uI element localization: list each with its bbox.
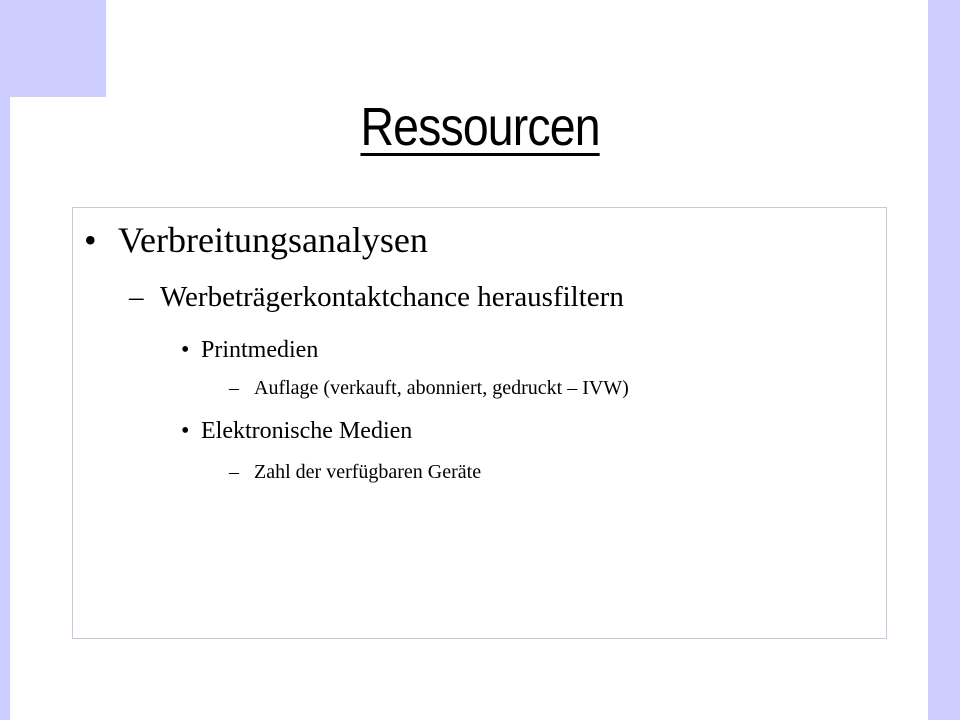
bullet-text: Verbreitungsanalysen: [118, 220, 428, 260]
bullet-dot: •: [181, 337, 190, 363]
bullet-dot: •: [181, 418, 190, 444]
subbullet-werbetraegerkontaktchance: [129, 278, 624, 316]
slide-title: [0, 92, 960, 162]
bullet-dash: –: [129, 281, 144, 313]
bullet-text: Zahl der verfügbaren Geräte: [254, 461, 482, 483]
bullet-dash: –: [229, 377, 239, 399]
bullet-elektronische-medien: [181, 416, 412, 446]
bullet-dot: •: [84, 220, 97, 260]
bullet-printmedien: [181, 335, 318, 365]
bullet-text: Werbeträgerkontaktchance herausfiltern: [160, 281, 624, 313]
bullet-verbreitungsanalysen: [84, 218, 428, 262]
decorative-strip-left: [0, 97, 10, 720]
decorative-block-top-left: [0, 0, 106, 97]
subbullet-zahl-geraete: [229, 459, 481, 485]
bullet-dash: –: [229, 461, 239, 483]
subbullet-auflage: [229, 375, 629, 401]
slide-title-text: Ressourcen: [360, 97, 600, 157]
bullet-text: Printmedien: [201, 337, 319, 363]
bullet-text: Elektronische Medien: [201, 418, 413, 444]
bullet-text: Auflage (verkauft, abonniert, gedruckt – IVW): [254, 377, 629, 399]
